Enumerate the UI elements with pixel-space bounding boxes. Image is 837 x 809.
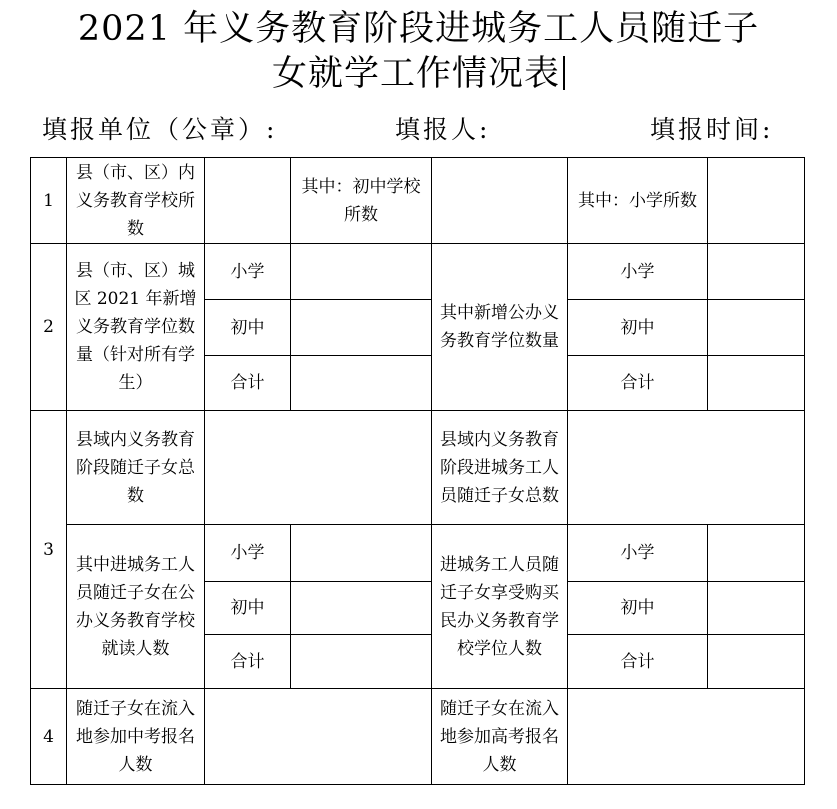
school-count-label: 县（市、区）内义务教育学校所数 bbox=[67, 158, 205, 244]
new-public-degrees-primary-value[interactable] bbox=[708, 244, 805, 300]
zhongkao-registration-value[interactable] bbox=[205, 689, 432, 785]
zhongkao-registration-label: 随迁子女在流入地参加中考报名人数 bbox=[67, 689, 205, 785]
level-primary-label: 小学 bbox=[568, 525, 708, 582]
text-cursor bbox=[563, 56, 565, 90]
table-row-2a bbox=[31, 244, 805, 300]
migrant-worker-children-total-label: 县域内义务教育阶段进城务工人员随迁子女总数 bbox=[432, 411, 568, 525]
migrant-children-total-value[interactable] bbox=[205, 411, 432, 525]
level-primary-label: 小学 bbox=[205, 244, 291, 300]
new-public-degrees-label: 其中新增公办义务教育学位数量 bbox=[432, 244, 568, 411]
row-number-4: 4 bbox=[31, 689, 67, 785]
school-count-value[interactable] bbox=[205, 158, 291, 244]
purchased-private-degrees-label: 进城务工人员随迁子女享受购买民办义务教育学校学位人数 bbox=[432, 525, 568, 689]
public-school-enrollment-label: 其中进城务工人员随迁子女在公办义务教育学校就读人数 bbox=[67, 525, 205, 689]
purchased-private-total-value[interactable] bbox=[708, 635, 805, 689]
level-junior-label: 初中 bbox=[205, 582, 291, 635]
level-junior-label: 初中 bbox=[568, 582, 708, 635]
level-total-label: 合计 bbox=[205, 635, 291, 689]
new-public-degrees-total-value[interactable] bbox=[708, 356, 805, 411]
new-degrees-label: 县（市、区）城区 2021 年新增义务教育学位数量（针对所有学生） bbox=[67, 244, 205, 411]
new-degrees-primary-value[interactable] bbox=[291, 244, 432, 300]
level-primary-label: 小学 bbox=[205, 525, 291, 582]
statistics-table bbox=[30, 157, 805, 785]
new-public-degrees-junior-value[interactable] bbox=[708, 300, 805, 356]
public-school-primary-value[interactable] bbox=[291, 525, 432, 582]
table-row-1 bbox=[31, 158, 805, 244]
level-total-label: 合计 bbox=[568, 356, 708, 411]
reporter-label: 填报人: bbox=[395, 115, 491, 144]
reporting-time-label: 填报时间: bbox=[650, 115, 774, 144]
level-primary-label: 小学 bbox=[568, 244, 708, 300]
level-total-label: 合计 bbox=[205, 356, 291, 411]
public-school-junior-value[interactable] bbox=[291, 582, 432, 635]
primary-school-count-label: 其中：小学所数 bbox=[568, 158, 708, 244]
migrant-children-total-label: 县域内义务教育阶段随迁子女总数 bbox=[67, 411, 205, 525]
row-number-1: 1 bbox=[31, 158, 67, 244]
public-school-total-value[interactable] bbox=[291, 635, 432, 689]
document-title-line-2 bbox=[0, 52, 837, 96]
junior-school-count-value[interactable] bbox=[432, 158, 568, 244]
table-row-3a bbox=[31, 411, 805, 525]
gaokao-registration-label: 随迁子女在流入地参加高考报名人数 bbox=[432, 689, 568, 785]
reporting-unit-label: 填报单位（公章）: bbox=[42, 115, 278, 144]
row-number-3: 3 bbox=[31, 411, 67, 689]
table-row-3b bbox=[31, 525, 805, 582]
table-row-4 bbox=[31, 689, 805, 785]
new-degrees-junior-value[interactable] bbox=[291, 300, 432, 356]
primary-school-count-value[interactable] bbox=[708, 158, 805, 244]
junior-school-count-label: 其中：初中学校所数 bbox=[291, 158, 432, 244]
purchased-private-primary-value[interactable] bbox=[708, 525, 805, 582]
row-number-2: 2 bbox=[31, 244, 67, 411]
new-degrees-total-value[interactable] bbox=[291, 356, 432, 411]
gaokao-registration-value[interactable] bbox=[568, 689, 805, 785]
level-total-label: 合计 bbox=[568, 635, 708, 689]
level-junior-label: 初中 bbox=[205, 300, 291, 356]
level-junior-label: 初中 bbox=[568, 300, 708, 356]
document-title-text: 女就学工作情况表 bbox=[271, 54, 560, 94]
purchased-private-junior-value[interactable] bbox=[708, 582, 805, 635]
migrant-worker-children-total-value[interactable] bbox=[568, 411, 805, 525]
document-title-line-1: 2021 年义务教育阶段进城务工人员随迁子 bbox=[77, 9, 760, 49]
